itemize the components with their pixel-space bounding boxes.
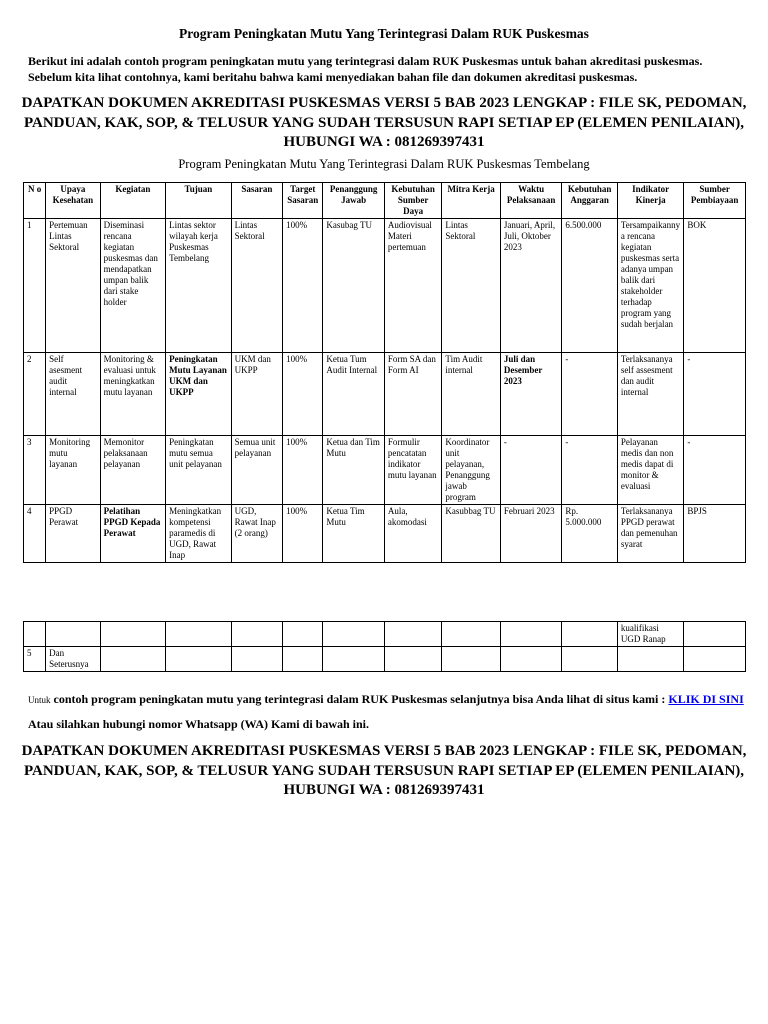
col-header-mitra: Mitra Kerja (442, 183, 500, 219)
cell-mitra: Koordinator unit pelayanan, Penanggung jawab program (442, 436, 500, 505)
cell-tujuan: Peningkatan Mutu Layanan UKM dan UKPP (166, 353, 232, 436)
ruk-table (23, 182, 746, 563)
col-header-tujuan: Tujuan (166, 183, 232, 219)
cell-target: 100% (283, 353, 323, 436)
col-header-anggaran: Kebutuhan Anggaran (562, 183, 617, 219)
col-header-target: Target Sasaran (283, 183, 323, 219)
cell-no: 3 (24, 436, 46, 505)
promo-banner-top (20, 94, 748, 153)
cell-anggaran: Rp. 5.000.000 (562, 505, 617, 563)
footer-link-line (28, 692, 744, 707)
col-header-kegiatan: Kegiatan (100, 183, 166, 219)
cell-target: 100% (283, 505, 323, 563)
cell-no: 1 (24, 219, 46, 353)
cell-pembiayaan: BOK (684, 219, 746, 353)
intro-paragraph: Berikut ini adalah contoh program peningkatan mutu yang terintegrasi dalam RUK Puskesmas untuk bahan akreditasi puskesmas. Sebelum kita lihat contohnya, kami beritahu bahwa kami menyediakan bahan file dan dokumen akreditasi puskesmas. (28, 54, 703, 84)
cell-waktu: Januari, April, Juli, Oktober 2023 (500, 219, 562, 353)
col-header-upaya: Upaya Kesehatan (46, 183, 100, 219)
cell-tujuan: Peningkatan mutu semua unit pelayanan (166, 436, 232, 505)
cell-sumber-daya: Formulir pencatatan indikator mutu layanan (384, 436, 441, 505)
cell-mitra: Kasubbag TU (442, 505, 500, 563)
cell-pembiayaan: BPJS (684, 505, 746, 563)
cell-upaya: Monitoring mutu layanan (46, 436, 100, 505)
cell-no: 4 (24, 505, 46, 563)
col-header-pembiayaan: Sumber Pembiayaan (684, 183, 746, 219)
cell-kegiatan: Diseminasi rencana kegiatan puskesmas dan mendapatkan umpan balik dari stake holder (100, 219, 166, 353)
cell-kegiatan: Memonitor pelaksanaan pelayanan (100, 436, 166, 505)
promo-line-2: PANDUAN, KAK, SOP, & TELUSUR YANG SUDAH TERSUSUN RAPI SETIAP EP (ELEMEN PENILAIAN), (23, 114, 745, 131)
table-row (24, 219, 746, 353)
cell-kegiatan: Monitoring & evaluasi untuk meningkatkan mutu layanan (100, 353, 166, 436)
promo-line-1: DAPATKAN DOKUMEN AKREDITASI PUSKESMAS VERSI 5 BAB 2023 LENGKAP : FILE SK, PEDOMAN, (21, 95, 747, 111)
table-row (24, 505, 746, 563)
table-row (24, 436, 746, 505)
cell-sumber-daya: Form SA dan Form AI (384, 353, 441, 436)
table-header-row (24, 183, 746, 219)
footer-text: contoh program peningkatan mutu yang terintegrasi dalam RUK Puskesmas selanjutnya bisa Anda lihat di situs kami : (53, 692, 666, 706)
footer-prefix: Untuk (28, 695, 51, 705)
cell-sumber-daya: Aula, akomodasi (384, 505, 441, 563)
cell-upaya: Pertemuan Lintas Sektoral (46, 219, 100, 353)
promo-banner-bottom (20, 742, 748, 801)
table-title: Program Peningkatan Mutu Yang Terintegrasi Dalam RUK Puskesmas Tembelang (178, 157, 590, 171)
cell-upaya: Self asesment audit internal (46, 353, 100, 436)
cell-tujuan: Meningkatkan kompetensi paramedis di UGD, Rawat Inap (166, 505, 232, 563)
cell-sumber-daya: Audiovisual Materi pertemuan (384, 219, 441, 353)
cell-pembiayaan: - (684, 353, 746, 436)
table-row (24, 622, 746, 647)
cell-upaya: PPGD Perawat (46, 505, 100, 563)
cell-indikator: kualifikasi UGD Ranap (617, 622, 684, 647)
cell-upaya: Dan Seterusnya (46, 647, 100, 672)
cell-waktu: Juli dan Desember 2023 (500, 353, 562, 436)
document-title: Program Peningkatan Mutu Yang Terintegrasi Dalam RUK Puskesmas (179, 26, 589, 41)
cell-sasaran: Lintas Sektoral (231, 219, 282, 353)
footer-contact-text: Atau silahkan hubungi nomor Whatsapp (WA) Kami di bawah ini. (28, 717, 370, 731)
klik-di-sini-link[interactable]: KLIK DI SINI (668, 692, 744, 706)
cell-waktu: - (500, 436, 562, 505)
col-header-indikator: Indikator Kinerja (617, 183, 684, 219)
col-header-no: N o (24, 183, 46, 219)
cell-anggaran: 6.500.000 (562, 219, 617, 353)
table-row (24, 353, 746, 436)
cell-anggaran: - (562, 436, 617, 505)
promo-line-3: HUBUNGI WA : 081269397431 (283, 782, 485, 798)
cell-sasaran: UKM dan UKPP (231, 353, 282, 436)
cell-mitra: Tim Audit internal (442, 353, 500, 436)
cell-penanggung-jawab: Kasubag TU (323, 219, 385, 353)
col-header-waktu: Waktu Pelaksanaan (500, 183, 562, 219)
cell-indikator: Pelayanan medis dan non medis dapat di monitor & evaluasi (617, 436, 684, 505)
cell-penanggung-jawab: Ketua Tim Mutu (323, 505, 385, 563)
cell-indikator: Terlaksananya PPGD perawat dan pemenuhan syarat (617, 505, 684, 563)
cell-indikator: Tersampaikannya rencana kegiatan puskesmas serta adanya umpan balik dari stakeholder terhadap program yang sudah berjalan (617, 219, 684, 353)
table-row (24, 647, 746, 672)
cell-target: 100% (283, 219, 323, 353)
cell-sasaran: UGD, Rawat Inap (2 orang) (231, 505, 282, 563)
col-header-sumber-daya: Kebutuhan Sumber Daya (384, 183, 441, 219)
cell-penanggung-jawab: Ketua Tum Audit Internal (323, 353, 385, 436)
cell-sasaran: Semua unit pelayanan (231, 436, 282, 505)
cell-target: 100% (283, 436, 323, 505)
cell-no: 5 (24, 647, 46, 672)
cell-tujuan: Lintas sektor wilayah kerja Puskesmas Tembelang (166, 219, 232, 353)
cell-indikator: Terlaksananya self assesment dan audit internal (617, 353, 684, 436)
cell-mitra: Lintas Sektoral (442, 219, 500, 353)
ruk-table-continued (23, 621, 746, 672)
cell-kegiatan: Pelatihan PPGD Kepada Perawat (100, 505, 166, 563)
promo-line-2: PANDUAN, KAK, SOP, & TELUSUR YANG SUDAH TERSUSUN RAPI SETIAP EP (ELEMEN PENILAIAN), (23, 762, 745, 779)
cell-pembiayaan: - (684, 436, 746, 505)
col-header-penanggung-jawab: Penanggung Jawab (323, 183, 385, 219)
col-header-sasaran: Sasaran (231, 183, 282, 219)
promo-line-1: DAPATKAN DOKUMEN AKREDITASI PUSKESMAS VERSI 5 BAB 2023 LENGKAP : FILE SK, PEDOMAN, (21, 743, 747, 759)
cell-anggaran: - (562, 353, 617, 436)
cell-penanggung-jawab: Ketua dan Tim Mutu (323, 436, 385, 505)
cell-no: 2 (24, 353, 46, 436)
cell-waktu: Februari 2023 (500, 505, 562, 563)
promo-line-3: HUBUNGI WA : 081269397431 (283, 134, 485, 150)
